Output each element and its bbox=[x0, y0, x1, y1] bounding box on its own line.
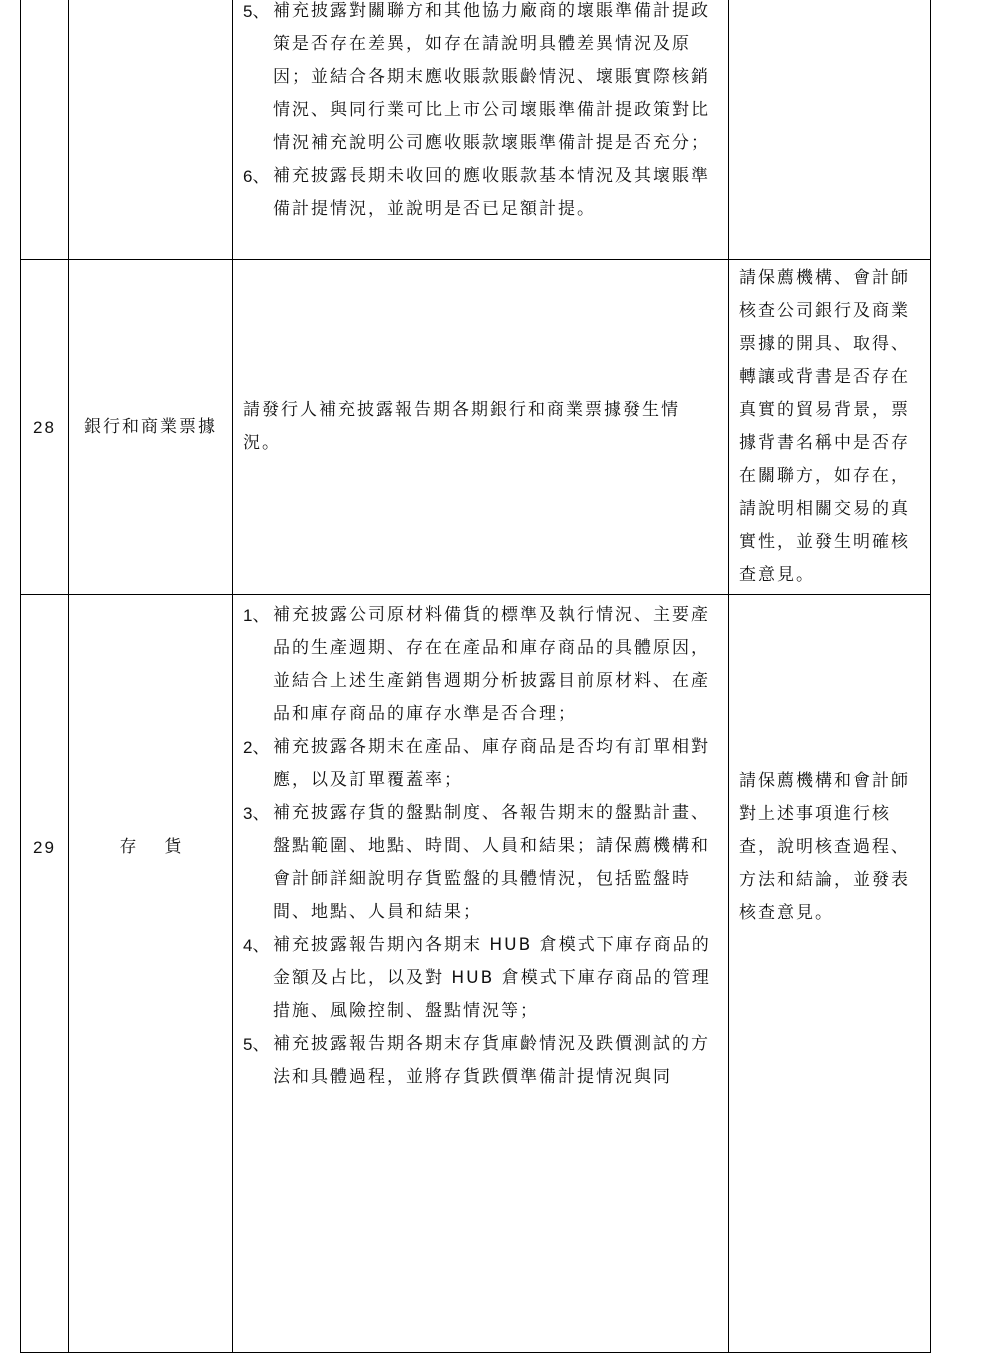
table-row bbox=[21, 595, 931, 1353]
review-table bbox=[20, 0, 931, 1353]
item-text: 補充披露報告期內各期末 HUB 倉模式下庫存商品的金額及占比，以及對 HUB 倉模式下庫存商品的管理措施、風險控制、盤點情況等； bbox=[273, 935, 711, 1021]
item-number: 2、 bbox=[243, 738, 270, 757]
requirement-cell: 請保薦機構和會計師對上述事項進行核查，說明核查過程、方法和結論，並發表核查意見。 bbox=[729, 595, 931, 1353]
item-text: 補充披露存貨的盤點制度、各報告期末的盤點計畫、盤點範圍、地點、時間、人員和結果；請保薦機構和會計師詳細說明存貨監盤的具體情況，包括監盤時間、地點、人員和結果； bbox=[273, 803, 710, 922]
row-topic bbox=[69, 0, 233, 260]
question-item bbox=[243, 797, 714, 929]
item-text: 補充披露對關聯方和其他協力廠商的壞賬準備計提政策是否存在差異，如存在請說明具體差異情況及原因；並結合各期末應收賬款賬齡情況、壞賬實際核銷情況、與同行業可比上市公司壞賬準備計提政策對比情況補充說明公司應收賬款壞賬準備計提是否充分； bbox=[273, 1, 710, 153]
question-cell bbox=[233, 0, 729, 260]
question-item bbox=[243, 160, 714, 226]
item-text: 補充披露公司原材料備貨的標準及執行情況、主要產品的生產週期、存在在產品和庫存商品的具體原因，並結合上述生產銷售週期分析披露目前原材料、在產品和庫存商品的庫存水準是否合理； bbox=[273, 605, 710, 724]
question-item bbox=[243, 599, 714, 731]
row-number: 29 bbox=[21, 595, 69, 1353]
requirement-cell bbox=[729, 0, 931, 260]
item-number: 5、 bbox=[243, 2, 270, 21]
item-number: 3、 bbox=[243, 804, 270, 823]
requirement-cell: 請保薦機構、會計師核查公司銀行及商業票據的開具、取得、轉讓或背書是否存在真實的貿易背景，票據背書名稱中是否存在關聯方，如存在，請說明相關交易的真實性，並發生明確核查意見。 bbox=[729, 260, 931, 595]
question-item bbox=[243, 929, 714, 1028]
item-text: 補充披露各期末在產品、庫存商品是否均有訂單相對應，以及訂單覆蓋率； bbox=[273, 737, 710, 790]
question-item bbox=[243, 1028, 714, 1094]
question-item bbox=[243, 0, 714, 160]
row-topic: 銀行和商業票據 bbox=[69, 260, 233, 595]
table-row bbox=[21, 260, 931, 595]
table-row bbox=[21, 0, 931, 260]
row-topic-text: 存貨 bbox=[119, 837, 210, 857]
question-paragraph: 請發行人補充披露報告期各期銀行和商業票據發生情況。 bbox=[243, 400, 680, 453]
question-item bbox=[243, 731, 714, 797]
item-text: 補充披露長期未收回的應收賬款基本情況及其壞賬準備計提情況，並說明是否已足額計提。 bbox=[273, 166, 710, 219]
item-number: 5、 bbox=[243, 1035, 270, 1054]
item-number: 4、 bbox=[243, 936, 270, 955]
row-number bbox=[21, 0, 69, 260]
row-topic bbox=[69, 595, 233, 1353]
question-cell bbox=[233, 260, 729, 595]
item-text: 補充披露報告期各期末存貨庫齡情況及跌價測試的方法和具體過程，並將存貨跌價準備計提情況與同 bbox=[273, 1034, 710, 1087]
item-number: 1、 bbox=[243, 606, 270, 625]
question-cell bbox=[233, 595, 729, 1353]
row-number: 28 bbox=[21, 260, 69, 595]
item-number: 6、 bbox=[243, 167, 270, 186]
